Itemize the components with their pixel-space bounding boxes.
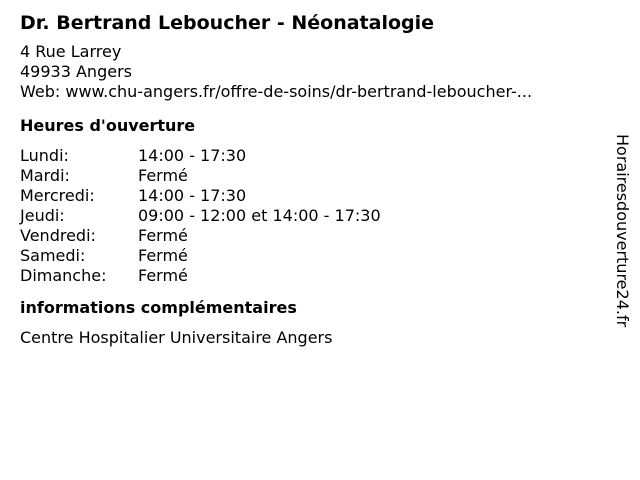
hours-day: Vendredi: xyxy=(20,226,96,245)
hours-row xyxy=(20,166,381,186)
hours-day: Lundi: xyxy=(20,146,69,165)
hours-time: Fermé xyxy=(138,246,188,265)
hours-time: Fermé xyxy=(138,166,188,185)
info-heading: informations complémentaires xyxy=(20,298,297,317)
address-street: 4 Rue Larrey xyxy=(20,42,122,61)
hours-day: Mercredi: xyxy=(20,186,95,205)
hours-row xyxy=(20,146,381,166)
hours-row xyxy=(20,266,381,286)
website-link[interactable]: Web: www.chu-angers.fr/offre-de-soins/dr-bertrand-leboucher-... xyxy=(20,82,533,101)
site-watermark: Horairesdouverture24.fr xyxy=(613,134,632,328)
hours-row xyxy=(20,186,381,206)
page-title: Dr. Bertrand Leboucher - Néonatalogie xyxy=(20,12,435,34)
hours-day: Dimanche: xyxy=(20,266,107,285)
hours-row xyxy=(20,206,381,226)
info-text: Centre Hospitalier Universitaire Angers xyxy=(20,328,333,347)
address-block xyxy=(20,42,610,102)
hours-day: Mardi: xyxy=(20,166,70,185)
hours-time: 14:00 - 17:30 xyxy=(138,186,247,205)
address-city: 49933 Angers xyxy=(20,62,132,81)
hours-time: Fermé xyxy=(138,226,188,245)
hours-table xyxy=(20,146,381,286)
hours-row xyxy=(20,246,381,266)
listing-content xyxy=(20,10,610,348)
hours-time: 14:00 - 17:30 xyxy=(138,146,247,165)
hours-heading: Heures d'ouverture xyxy=(20,116,196,135)
hours-day: Jeudi: xyxy=(20,206,65,225)
hours-time: Fermé xyxy=(138,266,188,285)
hours-time: 09:00 - 12:00 et 14:00 - 17:30 xyxy=(138,206,381,225)
hours-day: Samedi: xyxy=(20,246,86,265)
hours-row xyxy=(20,226,381,246)
